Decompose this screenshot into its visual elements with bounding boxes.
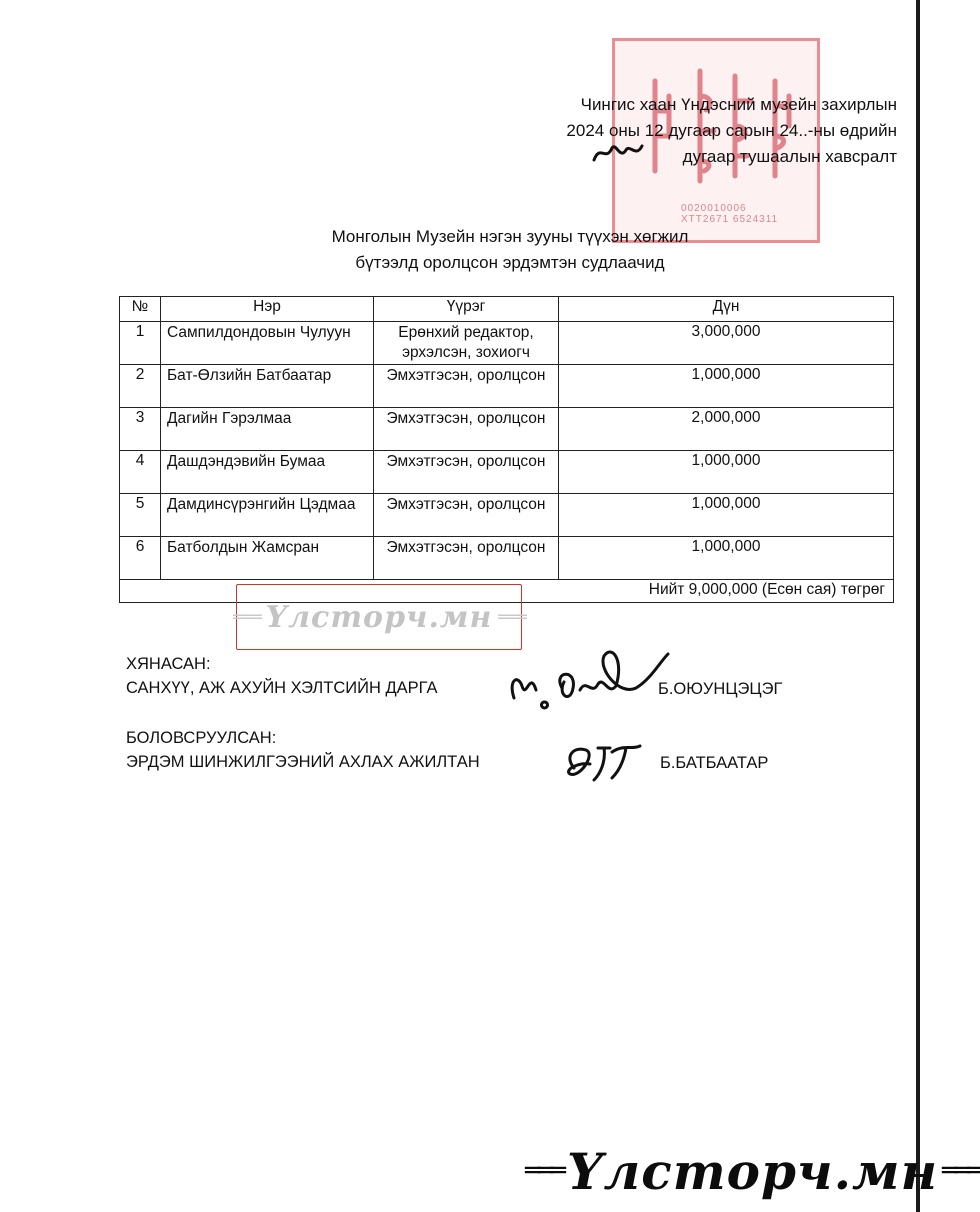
order-number-scrawl: [590, 140, 650, 166]
row-amount: 1,000,000: [559, 365, 894, 408]
table-row: [120, 322, 894, 365]
page-edge-line: [916, 0, 920, 1212]
row-name: Сампилдондовын Чулуун: [161, 322, 374, 365]
row-amount: 1,000,000: [559, 537, 894, 580]
approval-name: Б.ОЮУНЦЭЦЭГ: [658, 680, 783, 698]
prepared-name: Б.БАТБААТАР: [660, 754, 769, 772]
watermark-box: ═══ Үлсторч.мн ═══: [236, 584, 522, 650]
header-role: Үүрэг: [374, 297, 559, 322]
row-name: Дашдэндэвийн Бумаа: [161, 451, 374, 494]
header-amount: Дүн: [559, 297, 894, 322]
document-title: [250, 224, 770, 276]
stamp-code: 0020010006 ХТТ2671 6524311: [681, 203, 779, 225]
row-role: Эмхэтгэсэн, оролцсон: [374, 537, 559, 580]
prepared-signature: [560, 738, 650, 788]
table-row: [120, 365, 894, 408]
header-line-2: 2024 оны 12 дугаар сарын 24..-ны өдрийн: [566, 121, 897, 140]
row-amount: 1,000,000: [559, 451, 894, 494]
researchers-table: [119, 296, 894, 603]
row-number: 6: [120, 537, 161, 580]
prepared-block: [126, 726, 480, 774]
title-line-1: Монголын Музейн нэгэн зууны түүхэн хөгжил: [331, 227, 689, 246]
prepared-label: БОЛОВСРУУЛСАН:: [126, 729, 277, 747]
title-line-2: бүтээлд оролцсон эрдэмтэн судлаачид: [355, 253, 665, 272]
row-role: Эмхэтгэсэн, оролцсон: [374, 494, 559, 537]
row-number: 3: [120, 408, 161, 451]
row-amount: 2,000,000: [559, 408, 894, 451]
row-name: Дагийн Гэрэлмаа: [161, 408, 374, 451]
header-line-3: дугаар тушаалын хавсралт: [682, 147, 897, 166]
table-row: [120, 408, 894, 451]
approval-signature: [500, 640, 670, 712]
table-row: [120, 494, 894, 537]
total-amount: Нийт 9,000,000 (Есөн сая) төгрөг: [120, 580, 894, 603]
table-row: [120, 537, 894, 580]
row-number: 1: [120, 322, 161, 365]
row-number: 5: [120, 494, 161, 537]
row-amount: 1,000,000: [559, 494, 894, 537]
row-name: Дамдинсүрэнгийн Цэдмаа: [161, 494, 374, 537]
table-header-row: [120, 297, 894, 322]
table-row: [120, 451, 894, 494]
approval-position: САНХҮҮ, АЖ АХУЙН ХЭЛТСИЙН ДАРГА: [126, 679, 438, 697]
bottom-watermark: ═══ Үлсторч.мн ═══: [524, 1141, 980, 1201]
row-role: Эмхэтгэсэн, оролцсон: [374, 408, 559, 451]
header-name: Нэр: [161, 297, 374, 322]
bottom-watermark-text: Үлсторч.мн: [566, 1141, 939, 1201]
row-role: Ерөнхий редактор, эрхэлсэн, зохиогч: [374, 322, 559, 365]
row-number: 4: [120, 451, 161, 494]
row-number: 2: [120, 365, 161, 408]
prepared-position: ЭРДЭМ ШИНЖИЛГЭЭНИЙ АХЛАХ АЖИЛТАН: [126, 753, 480, 771]
row-name: Батболдын Жамсран: [161, 537, 374, 580]
approval-block: [126, 652, 438, 700]
header-line-1: Чингис хаан Үндэсний музейн захирлын: [580, 95, 897, 114]
row-role: Эмхэтгэсэн, оролцсон: [374, 451, 559, 494]
watermark-text: Үлсторч.мн: [265, 599, 493, 635]
row-amount: 3,000,000: [559, 322, 894, 365]
approval-label: ХЯНАСАН:: [126, 655, 211, 673]
row-name: Бат-Өлзийн Батбаатар: [161, 365, 374, 408]
header-number: №: [120, 297, 161, 322]
row-role: Эмхэтгэсэн, оролцсон: [374, 365, 559, 408]
